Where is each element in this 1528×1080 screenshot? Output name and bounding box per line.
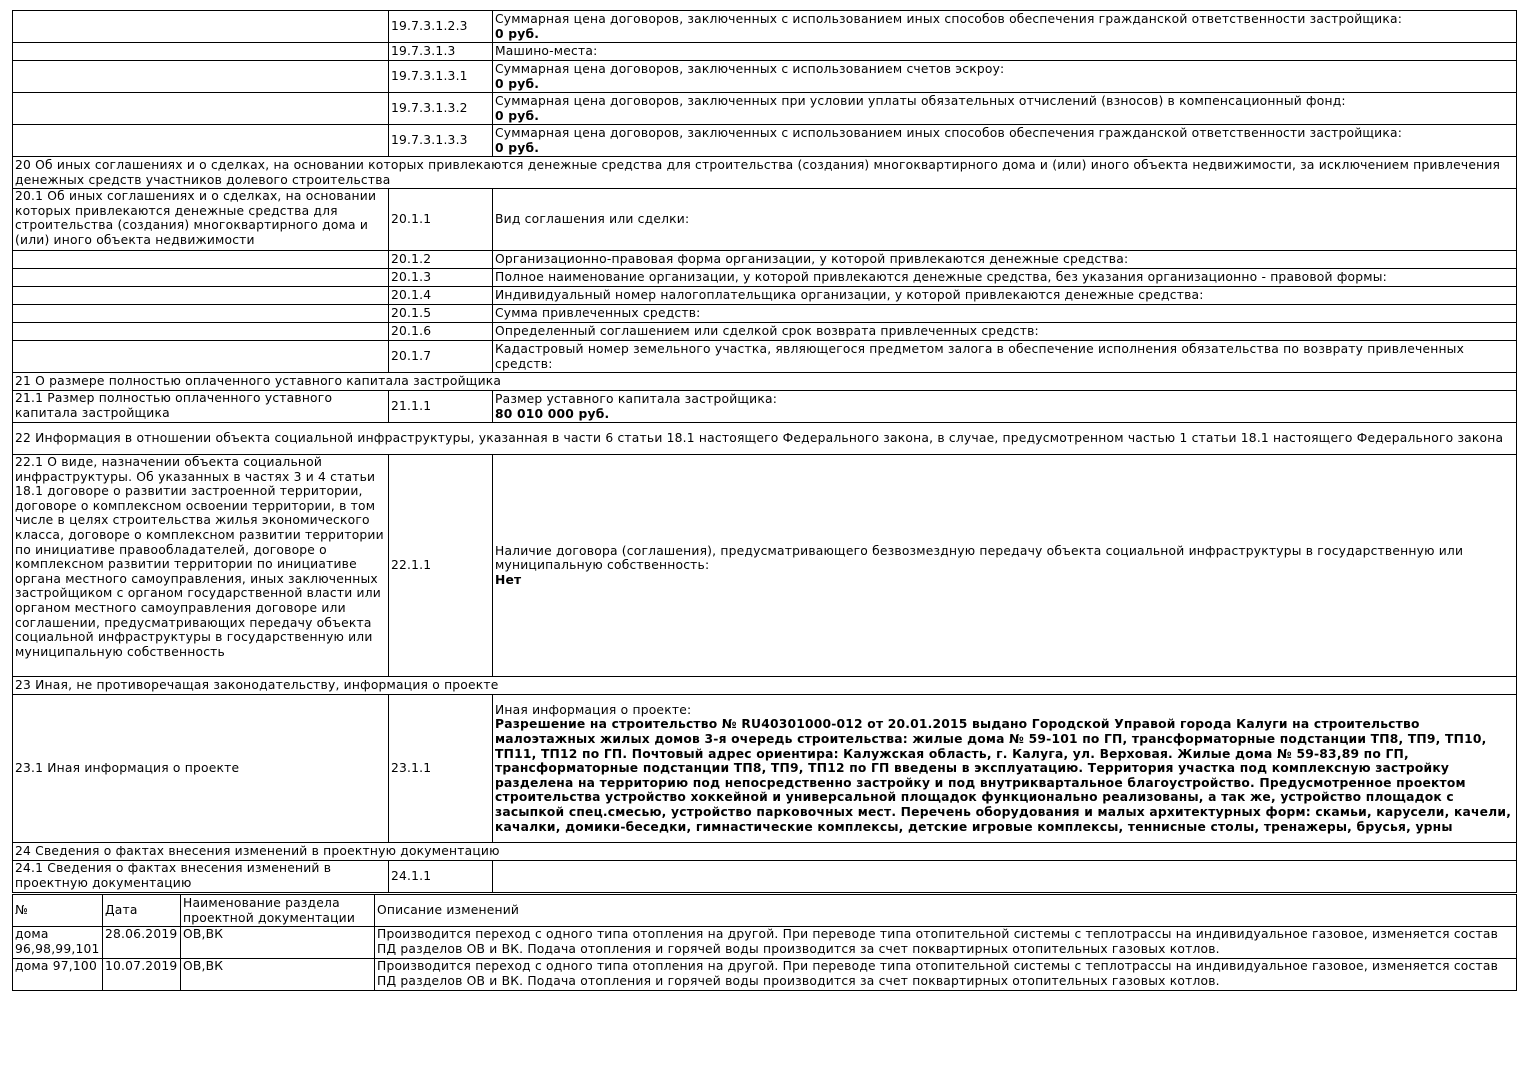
change-number: дома 96,98,99,101 — [13, 927, 103, 959]
table-row — [13, 43, 1517, 61]
section-20-1-title: 20.1 Об иных соглашениях и о сделках, на основании которых привлекаются денежные средства для строительства (создания) многоквартирного дома и (или) иного объекта недвижимости — [13, 189, 389, 251]
table-row — [13, 959, 1517, 991]
table-row — [13, 861, 1517, 893]
table-header-row — [13, 895, 1517, 927]
section-20-heading: 20 Об иных соглашениях и о сделках, на основании которых привлекаются денежные средства для строительства (создания) многоквартирного дома и (или) иного объекта недвижимости, за исключением привлечения денежных средств участников долевого строительства — [13, 157, 1517, 189]
row-label: Сумма привлеченных средств: — [493, 305, 1517, 323]
row-label: Организационно-правовая форма организации, у которой привлекаются денежные средства: — [493, 251, 1517, 269]
section-heading-row — [13, 157, 1517, 189]
change-section: ОВ,ВК — [181, 927, 375, 959]
row-title-cell — [13, 43, 389, 61]
row-title-cell — [13, 251, 389, 269]
row-label: Суммарная цена договоров, заключенных с использованием иных способов обеспечения гражданской ответственности застройщика: — [495, 125, 1403, 140]
change-description: Производится переход с одного типа отопления на другой. При переводе типа отопительной системы с теплотрассы на индивидуальное газовое, изменяется состав ПД разделов ОВ и ВК. Подача отопления и горячей воды производится за счет поквартирных отопительных газовых котлов. — [375, 927, 1517, 959]
row-code: 23.1.1 — [389, 695, 493, 843]
section-heading-row — [13, 843, 1517, 861]
row-code: 20.1.4 — [389, 287, 493, 305]
row-title-cell — [13, 269, 389, 287]
row-title-cell — [13, 341, 389, 373]
row-code: 20.1.1 — [389, 189, 493, 251]
table-row — [13, 251, 1517, 269]
row-title-cell — [13, 11, 389, 43]
row-value: 0 руб. — [495, 76, 540, 91]
row-label: Машино-места: — [495, 44, 598, 59]
row-label: Полное наименование организации, у которой привлекаются денежные средства, без указания организационно - правовой формы: — [493, 269, 1517, 287]
section-21-heading: 21 О размере полностью оплаченного уставного капитала застройщика — [13, 373, 1517, 391]
row-content — [493, 43, 1517, 61]
row-code: 19.7.3.1.3.3 — [389, 125, 493, 157]
row-content — [493, 61, 1517, 93]
table-row — [13, 391, 1517, 423]
row-title-cell — [13, 125, 389, 157]
row-code: 19.7.3.1.3.1 — [389, 61, 493, 93]
change-number: дома 97,100 — [13, 959, 103, 991]
table-row — [13, 61, 1517, 93]
row-code: 20.1.5 — [389, 305, 493, 323]
column-header-section: Наименование раздела проектной документации — [181, 895, 375, 927]
row-value: 0 руб. — [495, 140, 540, 155]
row-label: Кадастровый номер земельного участка, являющегося предметом залога в обеспечение исполнения обязательства по возврату привлеченных средств: — [493, 341, 1517, 373]
row-content — [493, 455, 1517, 677]
row-code: 20.1.6 — [389, 323, 493, 341]
table-row — [13, 341, 1517, 373]
row-code: 20.1.2 — [389, 251, 493, 269]
section-21-1-title: 21.1 Размер полностью оплаченного уставного капитала застройщика — [13, 391, 389, 423]
row-label: Суммарная цена договоров, заключенных при условии уплаты обязательных отчислений (взносов) в компенсационный фонд: — [495, 93, 1346, 108]
row-title-cell — [13, 61, 389, 93]
change-date: 10.07.2019 — [103, 959, 181, 991]
row-label: Иная информация о проекте: — [495, 702, 692, 717]
row-label: Суммарная цена договоров, заключенных с использованием иных способов обеспечения гражданской ответственности застройщика: — [495, 11, 1403, 26]
row-code: 19.7.3.1.3 — [389, 43, 493, 61]
row-code: 22.1.1 — [389, 455, 493, 677]
row-label: Наличие договора (соглашения), предусматривающего безвозмездную передачу объекта социальной инфраструктуры в государственную или муниципальную собственность: — [495, 543, 1464, 573]
section-23-heading: 23 Иная, не противоречащая законодательству, информация о проекте — [13, 677, 1517, 695]
row-title-cell — [13, 305, 389, 323]
section-heading-row — [13, 373, 1517, 391]
row-code: 19.7.3.1.3.2 — [389, 93, 493, 125]
row-title-cell — [13, 93, 389, 125]
section-24-1-title: 24.1 Сведения о фактах внесения изменений в проектную документацию — [13, 861, 389, 893]
column-header-date: Дата — [103, 895, 181, 927]
table-row — [13, 93, 1517, 125]
section-heading-row — [13, 677, 1517, 695]
row-value: Нет — [495, 572, 522, 587]
row-code: 20.1.3 — [389, 269, 493, 287]
row-value: 0 руб. — [495, 26, 540, 41]
row-label: Вид соглашения или сделки: — [493, 189, 1517, 251]
row-label: Размер уставного капитала застройщика: — [495, 391, 778, 406]
table-row — [13, 189, 1517, 251]
changes-table — [12, 894, 1517, 991]
section-22-heading: 22 Информация в отношении объекта социальной инфраструктуры, указанная в части 6 статьи 18.1 настоящего Федерального закона, в случае, предусмотренном частью 1 статьи 18.1 настоящего Федерального закона — [13, 423, 1517, 455]
row-code: 24.1.1 — [389, 861, 493, 893]
row-value: 80 010 000 руб. — [495, 406, 610, 421]
table-row — [13, 927, 1517, 959]
table-row — [13, 323, 1517, 341]
row-title-cell — [13, 287, 389, 305]
section-24-heading: 24 Сведения о фактах внесения изменений в проектную документацию — [13, 843, 1517, 861]
column-header-number: № — [13, 895, 103, 927]
row-label: Определенный соглашением или сделкой срок возврата привлеченных средств: — [493, 323, 1517, 341]
row-code: 21.1.1 — [389, 391, 493, 423]
row-value — [493, 861, 1517, 893]
row-content — [493, 125, 1517, 157]
row-content — [493, 391, 1517, 423]
row-label: Суммарная цена договоров, заключенных с использованием счетов эскроу: — [495, 61, 1005, 76]
change-date: 28.06.2019 — [103, 927, 181, 959]
table-row — [13, 695, 1517, 843]
table-row — [13, 269, 1517, 287]
change-description: Производится переход с одного типа отопления на другой. При переводе типа отопительной системы с теплотрассы на индивидуальное газовое, изменяется состав ПД разделов ОВ и ВК. Подача отопления и горячей воды производится за счет поквартирных отопительных газовых котлов. — [375, 959, 1517, 991]
row-content — [493, 93, 1517, 125]
row-title-cell — [13, 323, 389, 341]
row-content — [493, 11, 1517, 43]
table-row — [13, 305, 1517, 323]
row-code: 20.1.7 — [389, 341, 493, 373]
disclosure-table — [12, 10, 1517, 893]
column-header-description: Описание изменений — [375, 895, 1517, 927]
table-row — [13, 455, 1517, 677]
table-row — [13, 11, 1517, 43]
change-section: ОВ,ВК — [181, 959, 375, 991]
row-label: Индивидуальный номер налогоплательщика организации, у которой привлекаются денежные средства: — [493, 287, 1517, 305]
row-value: Разрешение на строительство № RU40301000-012 от 20.01.2015 выдано Городской Управой города Калуги на строительство малоэтажных жилых домов 3-я очередь строительства: жилые дома № 59-101 по ГП, трансформаторные подстанции ТП8, ТП9, ТП10, ТП11, ТП12 по ГП. Почтовый адрес ориентира: Калужская область, г. Калуга, ул. Верховая. Жилые дома № 59-83,89 по ГП, трансформаторные подстанции ТП8, ТП9, ТП12 по ГП введены в эксплуатацию. Территория участка под комплексную застройку разделена на территорию под непосредственно застройку и под внутриквартальное благоустройство. Предусмотренное проектом строительства устройство хоккейной и универсальной площадок функционально реализованы, а так же, устройство площадок с засыпкой спец.смесью, устройство парковочных мест. Перечень оборудования и малых архитектурных форм: скамьи, карусели, качели, качалки, домики-беседки, гимнастические комплексы, детские игровые комплексы, теннисные столы, тренажеры, брусья, урны — [495, 717, 1512, 834]
table-row — [13, 125, 1517, 157]
row-code: 19.7.3.1.2.3 — [389, 11, 493, 43]
section-heading-row — [13, 423, 1517, 455]
table-row — [13, 287, 1517, 305]
row-content — [493, 695, 1517, 843]
section-23-1-title: 23.1 Иная информация о проекте — [13, 695, 389, 843]
section-22-1-title: 22.1 О виде, назначении объекта социальной инфраструктуры. Об указанных в частях 3 и 4 статьи 18.1 договоре о развитии застроенной территории, договоре о комплексном освоении территории, в том числе в целях строительства жилья экономического класса, договоре о комплексном развитии территории по инициативе правообладателей, договоре о комплексном развитии территории по инициативе органа местного самоуправления, иных заключенных застройщиком с органом государственной власти или органом местного самоуправления договоре или соглашении, предусматривающих передачу объекта социальной инфраструктуры в государственную или муниципальную собственность — [13, 455, 389, 677]
row-value: 0 руб. — [495, 108, 540, 123]
